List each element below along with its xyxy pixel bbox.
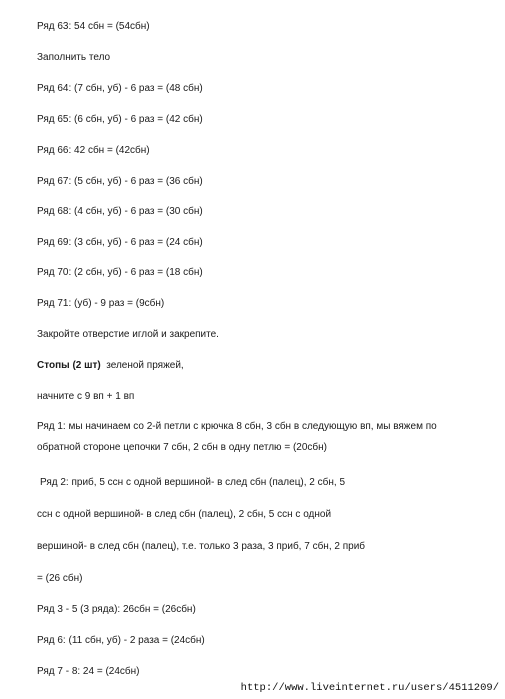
feet-row-6: Ряд 6: (11 сбн, уб) - 2 раза = (24сбн) [37, 635, 205, 646]
feet-row-2-line-3: вершиной- в след сбн (палец), т.е. только 3 раза, 3 приб, 7 сбн, 2 приб [37, 541, 366, 552]
text-line-row-65: Ряд 65: (6 сбн, уб) - 6 раз = (42 сбн) [37, 114, 203, 125]
text-line-row-70: Ряд 70: (2 сбн, уб) - 6 раз = (18 сбн) [37, 267, 203, 278]
text-line-row-69: Ряд 69: (3 сбн, уб) - 6 раз = (24 сбн) [37, 237, 203, 248]
text-line-row-71: Ряд 71: (уб) - 9 раз = (9сбн) [37, 298, 165, 309]
text-line-row-64: Ряд 64: (7 сбн, уб) - 6 раз = (48 сбн) [37, 83, 203, 94]
feet-row-7-8: Ряд 7 - 8: 24 = (24сбн) [37, 666, 140, 677]
feet-row-2-line-1: Ряд 2: приб, 5 ссн с одной вершиной- в след сбн (палец), 2 сбн, 5 [40, 477, 346, 488]
feet-row-2-line-4: = (26 сбн) [37, 573, 83, 584]
feet-row-3-5: Ряд 3 - 5 (3 ряда): 26сбн = (26сбн) [37, 604, 196, 615]
text-line-fill-body: Заполнить тело [37, 52, 111, 63]
feet-row-1-part1: Ряд 1: мы начинаем со 2-й петли с крючка 8 сбн, 3 сбн в следующую вп, мы вяжем по [37, 421, 437, 432]
feet-heading [37, 360, 184, 372]
watermark-url: http://www.liveinternet.ru/users/4511209/ [240, 682, 499, 694]
text-line-start-chain: начните с 9 вп + 1 вп [37, 391, 135, 402]
feet-heading-bold: Стопы (2 шт) [37, 360, 101, 371]
feet-row-1 [37, 421, 477, 454]
feet-row-1-part2: обратной стороне цепочки 7 сбн, 2 сбн в одну петлю = (20сбн) [37, 442, 327, 453]
feet-heading-rest: зеленой пряжей, [100, 360, 184, 371]
text-line-close-hole: Закройте отверстие иглой и закрепите. [37, 329, 219, 340]
text-line-row-66: Ряд 66: 42 сбн = (42сбн) [37, 145, 150, 156]
text-line-row-68: Ряд 68: (4 сбн, уб) - 6 раз = (30 сбн) [37, 206, 203, 217]
feet-row-2-line-2: ссн с одной вершиной- в след сбн (палец), 2 сбн, 5 ссн с одной [37, 509, 332, 520]
text-line-row-63: Ряд 63: 54 сбн = (54сбн) [37, 21, 150, 32]
text-line-row-67: Ряд 67: (5 сбн, уб) - 6 раз = (36 сбн) [37, 176, 203, 187]
